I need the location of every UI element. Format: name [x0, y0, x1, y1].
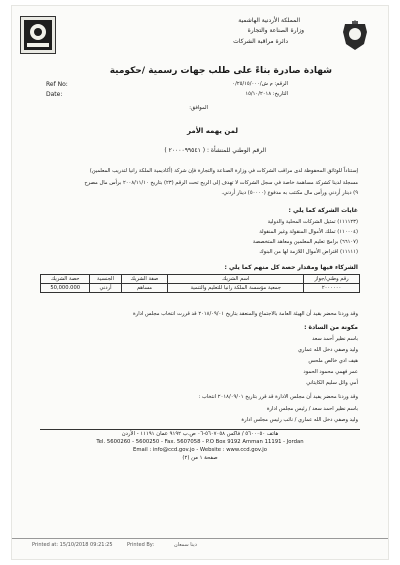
table-header: رقم وطني/جواز: [304, 275, 360, 284]
national-id: الرقم الوطني للمنشأة : ( ٢٠٠٠٠٩٩٥٤١ ): [164, 147, 266, 154]
table-header-row: [41, 275, 360, 284]
table-cell: 50,000.000: [41, 284, 90, 293]
intro-line-1: إستناداً للوثائق المحفوظة لدى مراقب الشركات في وزارة الصناعة والتجارة فإن شركة (أكاديمية الملكة رانيا لتدريب المعلمين): [89, 168, 358, 174]
board-member: باسم نظير أحمد سعد: [312, 336, 358, 342]
objective-item: (١١١١٢٣) تمثيل الشركات المحلية والدولية: [267, 219, 358, 225]
table-cell: مساهم: [121, 284, 168, 293]
table-cell: ٢٠٠٠٠٠٠: [304, 284, 360, 293]
election-item: باسم نظير احمد سعد / رئيس مجلس ادارة: [266, 406, 358, 412]
department-name: دائرة مراقبة الشركات: [233, 38, 288, 45]
intro-line-2: مسجلة لدينا كشركة مساهمة خاصة في سجل الشركات لا تهدف إلى الربح تحت الرقم (٢٣) بتاريخ ٢٠٠٨/١١/١٠ برأس مال مصرح: [84, 180, 358, 186]
document-title: شهادة صادرة بناءً على طلب جهات رسمية /حكومية: [109, 66, 332, 76]
table-header: صفة الشريك: [121, 275, 168, 284]
board-member: هيف ادي خالص ملحس: [308, 358, 358, 364]
ref-label: Ref No:: [46, 81, 68, 88]
kingdom-name: المملكة الأردنية الهاشمية: [238, 17, 300, 24]
ministry-name: وزارة الصناعة والتجارة: [247, 27, 304, 34]
board-member: أمي وائل سليم الكايتاني: [306, 380, 358, 386]
certificate-page: [12, 6, 388, 559]
board-member: عمر فهمي محمود الحمود: [303, 369, 358, 375]
footer-arabic: هاتف ٥٦٠٠٠٥٠ / فاكس ٥٦٠٧٠٥٨-٠٦ ص.ب ٩١٩٢ عمان ١١١٩١ - الأردن: [121, 431, 279, 437]
table-header: اسم الشريك: [168, 275, 304, 284]
printed-at: Printed at: 15/10/2018 09:21:25: [32, 542, 113, 548]
date-label: Date:: [46, 91, 63, 98]
table-row: [41, 284, 360, 293]
objective-item: (٦٦١٠٧) برامج تعليم المعلمين ومعاهد المتخصصة: [252, 239, 358, 245]
second-meeting: وقد وردنا محضر يفيد أن مجلس الادارة قد قرر بتاريخ ٢٠١٨/٠٩/٠١ انتخاب :: [198, 394, 358, 400]
agree-label: الموافق:: [189, 105, 208, 111]
meeting-text: وقد وردنا محضر بقيد أن الهيئة العامة بالاجتماع والمنعقد بتاريخ ٢٠١٨/٠٩/٠١ قد قررت انتخاب مجلس ادارة: [132, 311, 358, 317]
footer-divider: [40, 429, 360, 430]
partners-title: الشركاء فيها ومقدار حصة كل منهم كما يلي :: [224, 264, 358, 271]
table-cell: أردني: [90, 284, 121, 293]
printed-by-name: دينا سمعان: [174, 542, 197, 548]
ref-date: التاريخ: ١٥/١٠/٢٠١٨: [245, 91, 288, 97]
to-whom-heading: لمن يهمه الأمر: [187, 127, 238, 135]
partners-table: [40, 274, 360, 293]
objective-item: (١١١١١) اقتراض الأموال اللازمة لها من البنوك: [259, 249, 358, 255]
footer-contact: Tel. 5600260 - 5600250 - Fax. 5607058 - P.O Box 9192 Amman 11191 - Jordan: [96, 439, 304, 445]
footer-email: Email : info@ccd.gov.jo - Website : www.ccd.gov.jo: [132, 447, 267, 453]
ministry-logo: [20, 16, 56, 54]
printed-by: Printed By:: [127, 542, 155, 548]
board-member: وليد وصفي دخل الله عماري: [297, 347, 358, 353]
kingdom-emblem: [340, 18, 370, 52]
objectives-title: غايات الشركة كما يلي :: [288, 207, 358, 214]
intro-line-3: ٩) دينار أردني ورأس مال مكتتب به مدفوع (٥٠٠٠٠) دينار أردني.: [221, 190, 358, 196]
table-header: الجنسية: [90, 275, 121, 284]
ref-number: الرقم: م ش/٠/٢٥/١٥/٠٠٠: [232, 81, 288, 87]
board-title: مكونة من السادة :: [304, 324, 358, 331]
election-item: وليد وصفي دخل الله عماري / نائب رئيس مجلس ادارة: [241, 417, 358, 423]
table-cell: جمعية مؤسسة الملكة رانيا للتعليم والتنمية: [168, 284, 304, 293]
page-number: صفحة ١ من (٢): [182, 455, 218, 461]
table-header: حصة الشريك: [41, 275, 90, 284]
print-divider: [12, 538, 388, 539]
objective-item: (١١٠٠٠٤) تملك الأموال المنقولة وغير المنقولة: [259, 229, 358, 235]
